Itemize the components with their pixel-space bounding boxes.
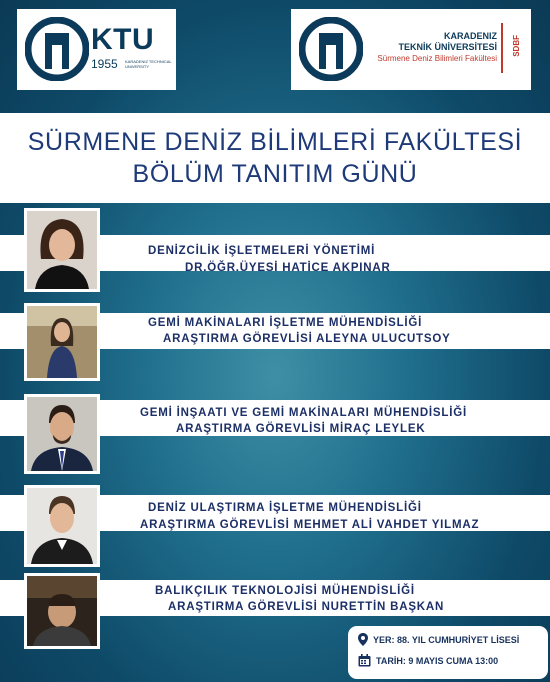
speaker-name-5: ARAŞTIRMA GÖREVLİSİ NURETTİN BAŞKAN xyxy=(168,601,445,613)
speaker-photo-4 xyxy=(24,485,100,567)
sdbf-tag: SDBF xyxy=(512,35,521,57)
person-portrait-icon xyxy=(27,576,97,646)
ktu-logo-year: 1955 xyxy=(91,57,118,71)
speaker-department-4: DENİZ ULAŞTIRMA İŞLETME MÜHENDİSLİĞİ xyxy=(148,502,422,514)
speaker-photo-5 xyxy=(24,573,100,649)
speaker-name-4: ARAŞTIRMA GÖREVLİSİ MEHMET ALİ VAHDET YILMAZ xyxy=(140,519,480,531)
poster-title-line1: SÜRMENE DENİZ BİLİMLERİ FAKÜLTESİ xyxy=(27,128,523,156)
speaker-department-1: DENİZCİLİK İŞLETMELERİ YÖNETİMİ xyxy=(148,245,376,257)
sdbf-divider xyxy=(501,23,503,73)
event-date-text: TARİH: 9 MAYIS CUMA 13:00 xyxy=(376,655,499,666)
speaker-department-5: BALIKÇILIK TEKNOLOJİSİ MÜHENDİSLİĞİ xyxy=(155,585,415,597)
map-pin-icon xyxy=(358,633,368,646)
speaker-photo-2 xyxy=(24,303,100,381)
sdbf-faculty-name: Sürmene Deniz Bilimleri Fakültesi xyxy=(377,54,497,63)
person-portrait-icon xyxy=(27,488,97,564)
ktu-logo xyxy=(17,9,176,90)
speaker-name-3: ARAŞTIRMA GÖREVLİSİ MİRAÇ LEYLEK xyxy=(176,423,426,435)
event-info-box xyxy=(348,626,548,679)
speaker-name-1: DR.ÖĞR.ÜYESİ HATİCE AKPINAR xyxy=(185,262,391,274)
event-date xyxy=(358,654,498,667)
event-location xyxy=(358,633,519,646)
event-location-text: YER: 88. YIL CUMHURİYET LİSESİ xyxy=(373,634,520,645)
ktu-logo-name: KTU xyxy=(91,23,155,56)
speaker-photo-1 xyxy=(24,208,100,292)
speaker-name-2: ARAŞTIRMA GÖREVLİSİ ALEYNA ULUCUTSOY xyxy=(163,333,451,345)
sdbf-logo xyxy=(291,9,531,90)
person-portrait-icon xyxy=(27,211,97,289)
person-portrait-icon xyxy=(27,397,97,471)
person-portrait-icon xyxy=(27,306,97,378)
speaker-department-2: GEMİ MAKİNALARI İŞLETME MÜHENDİSLİĞİ xyxy=(148,317,423,329)
title-band xyxy=(0,113,550,203)
ktu-emblem-icon xyxy=(25,17,89,81)
sdbf-university-line1: KARADENIZ xyxy=(444,31,497,41)
ktu-logo-subtitle: KARADENIZ TECHNICAL UNIVERSITY xyxy=(125,59,172,69)
sdbf-university-line2: TEKNİK ÜNİVERSİTESİ xyxy=(398,42,497,52)
poster-title-line2: BÖLÜM TANITIM GÜNÜ xyxy=(132,160,418,188)
ktu-emblem-icon xyxy=(299,17,363,81)
speaker-photo-3 xyxy=(24,394,100,474)
speaker-department-3: GEMİ İNŞAATI VE GEMİ MAKİNALARI MÜHENDİSLİĞİ xyxy=(140,407,467,419)
calendar-icon xyxy=(358,654,371,667)
